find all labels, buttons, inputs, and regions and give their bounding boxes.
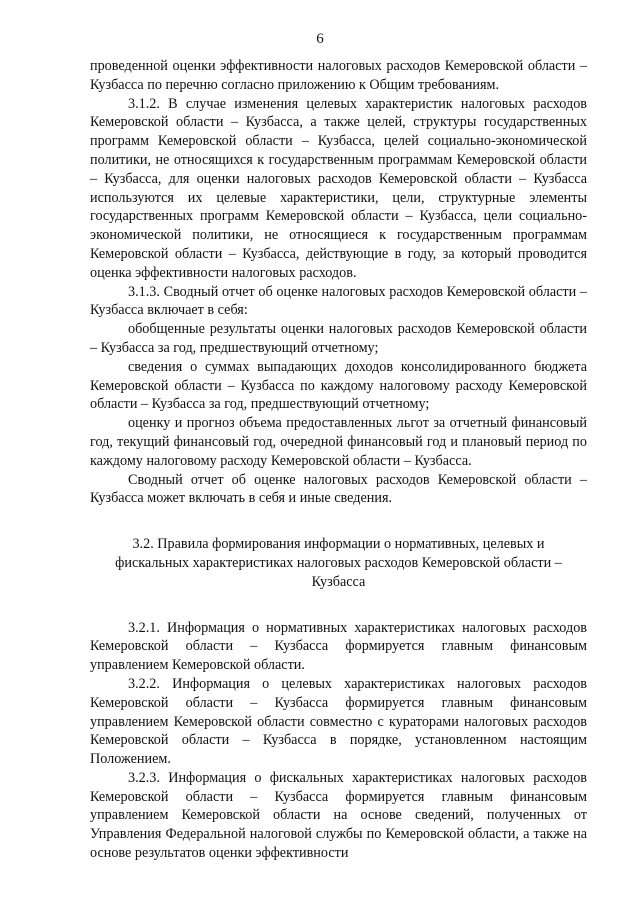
document-body	[90, 57, 587, 863]
paragraph-3-2-2: 3.2.2. Информация о целевых характеристиках налоговых расходов Кемеровской области – Кузбасса формируется главным финансовым управлением Кемеровской области совместно с кураторами налоговых расходов Кемеровской области – Кузбасса в порядке, установленном настоящим Положением.	[90, 675, 587, 768]
list-item-lost-revenue: сведения о суммах выпадающих доходов консолидированного бюджета Кемеровской области – Кузбасса по каждому налоговому расходу Кемеровской области – Кузбасса за год, предшествующий отчетному;	[90, 358, 587, 413]
page-number: 6	[316, 31, 324, 47]
paragraph-3-2-3: 3.2.3. Информация о фискальных характеристиках налоговых расходов Кемеровской области – Кузбасса формируется главным финансовым управлением Кемеровской области на основе сведений, полученных от Управления Федеральной налоговой службы по Кемеровской области, а также на основе результатов оценки эффективности	[90, 769, 587, 862]
section-heading-line: 3.2. Правила формирования информации о нормативных, целевых и	[132, 536, 545, 553]
list-item-summarized-results: обобщенные результаты оценки налоговых расходов Кемеровской области – Кузбасса за год, предшествующий отчетному;	[90, 321, 587, 356]
section-heading-3-2	[82, 535, 595, 591]
list-item-benefit-forecast: оценку и прогноз объема предоставленных льгот за отчетный финансовый год, текущий финансовый год, очередной финансовый год и плановый период по каждому налоговому расходу Кемеровской области – Кузбасса.	[90, 415, 587, 469]
paragraph-3-2-1: 3.2.1. Информация о нормативных характеристиках налоговых расходов Кемеровской области – Кузбасса формируется главным финансовым управлением Кемеровской области.	[90, 619, 587, 674]
section-heading-line: Кузбасса	[311, 573, 366, 590]
paragraph-continuation: проведенной оценки эффективности налоговых расходов Кемеровской области – Кузбасса по перечню согласно приложению к Общим требованиям.	[90, 58, 587, 93]
paragraph-other-info: Сводный отчет об оценке налоговых расходов Кемеровской области – Кузбасса может включать в себя и иные сведения.	[90, 471, 587, 507]
paragraph-3-1-2: 3.1.2. В случае изменения целевых характеристик налоговых расходов Кемеровской области – Кузбасса, а также целей, структуры государственных программ Кемеровской области – Кузбасса, целей социально-экономической политики, не относящихся к государственным программам Кемеровской области – Кузбасса, для оценки налоговых расходов Кемеровской области – Кузбасса используются их целевые характеристики, цели, структурные элементы государственных программ Кемеровской области – Кузбасса, цели социально-экономической политики, не относящиеся к государственным программам Кемеровской области – Кузбасса, действующие в году, за который проводится оценка эффективности налоговых расходов.	[90, 95, 587, 281]
section-heading-line: фискальных характеристиках налоговых расходов Кемеровской области –	[115, 554, 562, 571]
paragraph-3-1-3: 3.1.3. Сводный отчет об оценке налоговых расходов Кемеровской области – Кузбасса включает в себя:	[90, 283, 587, 319]
